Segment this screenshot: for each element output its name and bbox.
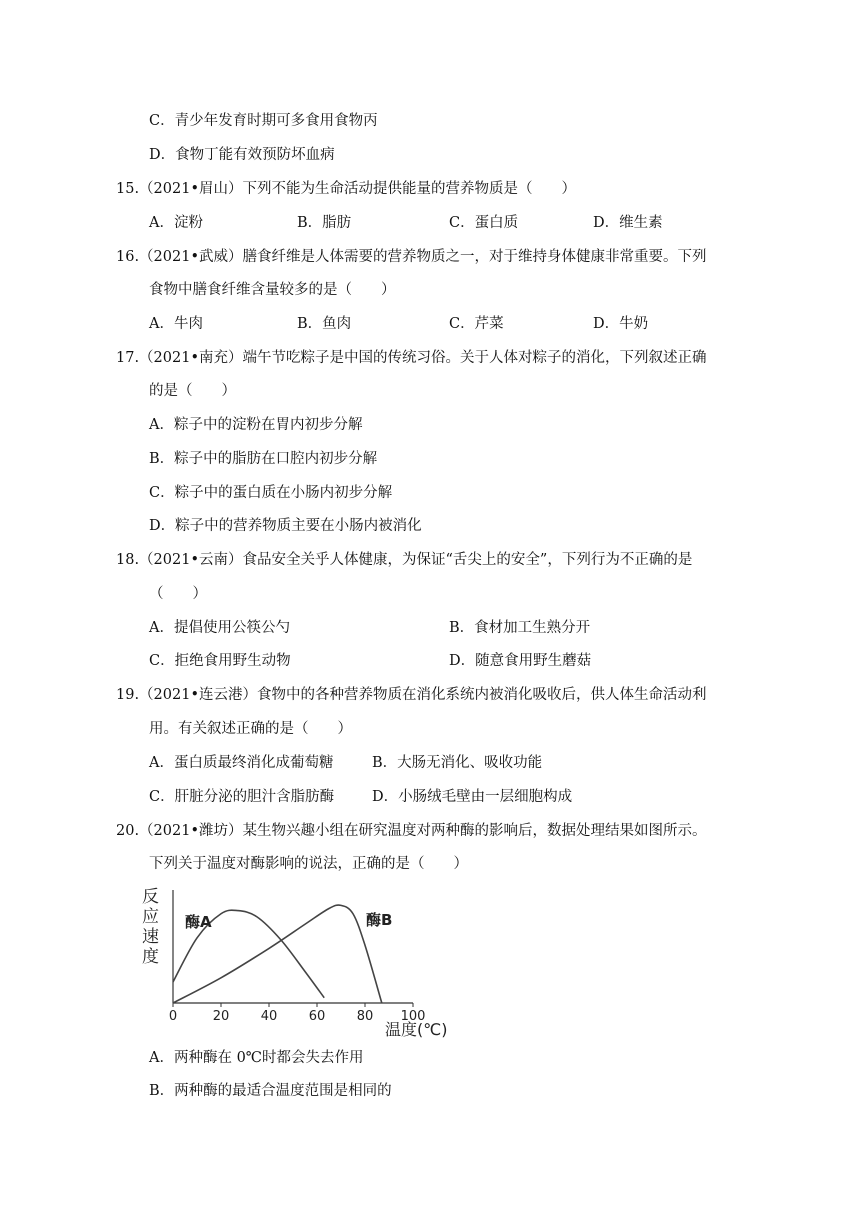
q20-stem-line2: 下列关于温度对酶影响的说法，正确的是（ ） (149, 856, 468, 872)
q20-option-a: A．两种酶在 0℃时都会失去作用 (149, 1050, 364, 1066)
y-axis-label-char: 度 (142, 947, 159, 967)
q18-stem-line1: 18.（2021•云南）食品安全关乎人体健康，为保证“舌尖上的安全”，下列行为不正确的是 (116, 552, 693, 568)
q20-stem-line1: 20.（2021•潍坊）某生物兴趣小组在研究温度对两种酶的影响后，数据处理结果如图所示。 (116, 823, 707, 839)
q18-option-c: C．拒绝食用野生动物 (149, 653, 291, 669)
q14-option-c: C．青少年发育时期可多食用食物丙 (149, 113, 378, 129)
y-axis-label-char: 反 (142, 887, 159, 907)
series-label-enzyme-b: 酶B (366, 911, 393, 929)
y-axis-label-char: 速 (142, 927, 159, 947)
q18-option-d: D．随意食用野生蘑菇 (449, 653, 592, 669)
q15-stem: 15.（2021•眉山）下列不能为生命活动提供能量的营养物质是（ ） (116, 181, 577, 197)
q19-option-d: D．小肠绒毛壁由一层细胞构成 (372, 789, 573, 805)
y-axis-label (142, 887, 159, 967)
q16-stem-line2: 食物中膳食纤维含量较多的是（ ） (149, 282, 396, 298)
q18-option-b: B．食材加工生熟分开 (449, 620, 591, 636)
q19-option-b: B．大肠无消化、吸收功能 (372, 755, 543, 771)
x-tick-label: 40 (260, 1009, 278, 1024)
q14-option-d: D．食物丁能有效预防坏血病 (149, 147, 335, 163)
q20-option-b: B．两种酶的最适合温度范围是相同的 (149, 1083, 392, 1099)
q16-option-a: A．牛肉 (149, 316, 203, 332)
q15-option-b: B．脂肪 (297, 215, 352, 231)
q15-option-d: D．维生素 (593, 215, 663, 231)
x-tick-label: 20 (212, 1009, 230, 1024)
q16-option-b: B．鱼肉 (297, 316, 352, 332)
q19-option-a: A．蛋白质最终消化成葡萄糖 (149, 755, 334, 771)
q18-option-a: A．提倡使用公筷公勺 (149, 620, 290, 636)
q17-stem-line2: 的是（ ） (149, 383, 236, 399)
enzyme-temperature-chart (140, 880, 460, 1042)
q18-stem-line2: （ ） (149, 586, 207, 602)
series-label-enzyme-a: 酶A (185, 913, 212, 931)
x-axis-label: 温度(℃) (385, 1020, 448, 1039)
q17-option-d: D．粽子中的营养物质主要在小肠内被消化 (149, 518, 422, 534)
q16-option-d: D．牛奶 (593, 316, 649, 332)
q17-stem-line1: 17.（2021•南充）端午节吃粽子是中国的传统习俗。关于人体对粽子的消化，下列叙述正确 (116, 350, 707, 366)
q17-option-b: B．粽子中的脂肪在口腔内初步分解 (149, 451, 378, 467)
x-tick-label: 0 (168, 1009, 178, 1024)
q17-option-a: A．粽子中的淀粉在胃内初步分解 (149, 417, 363, 433)
x-tick-label: 80 (356, 1009, 374, 1024)
q19-stem-line1: 19.（2021•连云港）食物中的各种营养物质在消化系统内被消化吸收后，供人体生命活动利 (116, 687, 707, 703)
q16-option-c: C．芹菜 (449, 316, 504, 332)
x-tick-label: 60 (308, 1009, 326, 1024)
q15-option-c: C．蛋白质 (449, 215, 519, 231)
q16-stem-line1: 16.（2021•武威）膳食纤维是人体需要的营养物质之一，对于维持身体健康非常重要。下列 (116, 249, 707, 265)
q15-option-a: A．淀粉 (149, 215, 203, 231)
q19-stem-line2: 用。有关叙述正确的是（ ） (149, 721, 352, 737)
q19-option-c: C．肝脏分泌的胆汁含脂肪酶 (149, 789, 335, 805)
x-tick-label: 100 (400, 1009, 426, 1024)
y-axis-label-char: 应 (142, 907, 159, 927)
q17-option-c: C．粽子中的蛋白质在小肠内初步分解 (149, 485, 393, 501)
